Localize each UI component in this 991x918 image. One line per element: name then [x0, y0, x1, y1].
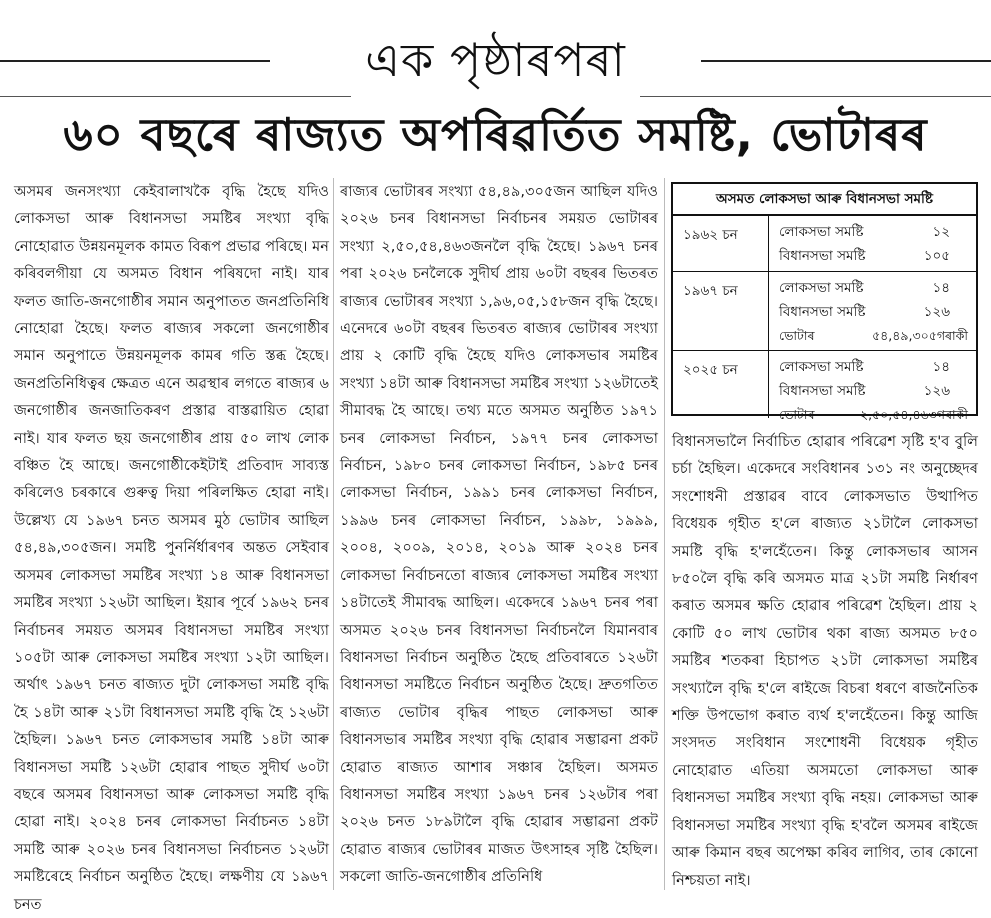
- stats-year: ১৯৬২ চন: [673, 216, 769, 271]
- stats-items: [769, 272, 976, 350]
- stats-line: [779, 300, 968, 324]
- column-2-text: ৰাজ্যৰ ভোটাৰৰ সংখ্যা ৫৪,৪৯,৩০৫জন আছিল যদিও ২০২৬ চনৰ বিধানসভা নিৰ্বাচনৰ সময়ত ভোটাৰৰ সংখ্যা ২,৫০,৫৪,৪৬৩জনলৈ বৃদ্ধি হৈছে। ১৯৬৭ চনৰ পৰা ২০২৬ চনলৈকে সুদীৰ্ঘ প্ৰায় ৬০টা বছৰৰ ভিতৰত ৰাজ্যৰ ভোটাৰৰ সংখ্যা ১,৯৬,০৫,১৫৮জন বৃদ্ধি হৈছে। এনেদৰে ৬০টা বছৰৰ ভিতৰত ৰাজ্যৰ ভোটাৰৰ সংখ্যা প্ৰায় ২ কোটি বৃদ্ধি হৈছে যদিও লোকসভাৰ সমষ্টিৰ সংখ্যা ১৪টা আৰু বিধানসভা সমষ্টিৰ সংখ্যা ১২৬টাতেই সীমাবদ্ধ হৈ আছে। তথ্য মতে অসমত অনুষ্ঠিত ১৯৭১ চনৰ লোকসভা নিৰ্বাচন, ১৯৭৭ চনৰ লোকসভা নিৰ্বাচন, ১৯৮০ চনৰ লোকসভা নিৰ্বাচন, ১৯৮৫ চনৰ লোকসভা নিৰ্বাচন, ১৯৯১ চনৰ লোকসভা নিৰ্বাচন, ১৯৯৬ চনৰ লোকসভা নিৰ্বাচন, ১৯৯৮, ১৯৯৯, ২০০৪, ২০০৯, ২০১৪, ২০১৯ আৰু ২০২৪ চনৰ লোকসভা নিৰ্বাচনতো ৰাজ্যৰ লোকসভা সমষ্টিৰ সংখ্যা ১৪টাতেই সীমাবদ্ধ আছিল। একেদৰে ১৯৬৭ চনৰ পৰা অসমত ২০২৬ চনৰ বিধানসভা নিৰ্বাচনলৈ যিমানবাৰ বিধানসভা নিৰ্বাচন অনুষ্ঠিত হৈছে প্ৰতিবাৰতে ১২৬টা বিধানসভা সমষ্টিতে নিৰ্বাচন অনুষ্ঠিত হৈছে। দ্ৰুতগতিত ৰাজ্যত ভোটাৰ বৃদ্ধিৰ পাছত লোকসভা আৰু বিধানসভাৰ সমষ্টিৰ সংখ্যা বৃদ্ধি হোৱাৰ সম্ভাৱনা প্ৰকট হোৱাত ৰাজ্যত আশাৰ সঞ্চাৰ হৈছিল। অসমত বিধানসভা সমষ্টিৰ সংখ্যা ১৯৬৭ চনৰ ১২৬টাৰ পৰা ২০২৬ চনত ১৮৯টালৈ বৃদ্ধি হোৱাৰ সম্ভাৱনা প্ৰকট হোৱাত ৰাজ্যৰ ভোটাৰৰ মাজত উৎসাহৰ সৃষ্টি হৈছিল। সকলো জাতি-জনগোষ্ঠীৰ প্ৰতিনিধি: [340, 183, 658, 886]
- section-header: [0, 28, 991, 100]
- stats-line: [779, 276, 968, 300]
- stats-label: বিধানসভা সমষ্টি: [779, 383, 866, 399]
- stats-line: [779, 220, 968, 244]
- stats-items: [769, 216, 976, 271]
- stats-items: [769, 351, 976, 422]
- stats-value: ১২৬: [923, 383, 950, 399]
- stats-year: ১৯৬৭ চন: [673, 272, 769, 350]
- stats-row: [673, 216, 976, 272]
- stats-value: ২,৫০,৫৪,৪৬৩গৰাকী: [859, 407, 968, 422]
- stats-box-title: অসমত লোকসভা আৰু বিধানসভা সমষ্টি: [673, 184, 976, 216]
- stats-label: বিধানসভা সমষ্টি: [779, 304, 866, 320]
- stats-line: [779, 379, 968, 403]
- column-1-text: অসমৰ জনসংখ্যা কেইবালাখকৈ বৃদ্ধি হৈছে যদিও লোকসভা আৰু বিধানসভা সমষ্টিৰ সংখ্যা বৃদ্ধি নোহোৱাত উন্নয়নমূলক কামত বিৰূপ প্ৰভাৱ পৰিছে। মন কৰিবলগীয়া যে অসমত বিধান পৰিষদো নাই। যাৰ ফলত জাতি-জনগোষ্ঠীৰ সমান অনুপাতত জনপ্ৰতিনিধি নোহোৱা হৈছে। ফলত ৰাজ্যৰ সকলো জনগোষ্ঠীৰ সমান অনুপাতে উন্নয়নমূলক কামৰ গতি স্তব্ধ হৈছে। জনপ্ৰতিনিধিত্বৰ ক্ষেত্ৰত এনে অৱস্থাৰ লগতে ৰাজ্যৰ ৬ জনগোষ্ঠীৰ জনজাতিকৰণ প্ৰস্তাৱ বাস্তৱায়িত হোৱা নাই। যাৰ ফলত ছয় জনগোষ্ঠীৰ প্ৰায় ৫০ লাখ লোক বঞ্চিত হৈ আছে। জনগোষ্ঠীকেইটাই প্ৰতিবাদ সাব্যস্ত কৰিলেও চৰকাৰে গুৰুত্ব দিয়া পৰিলক্ষিত হোৱা নাই। উল্লেখ্য যে ১৯৬৭ চনত অসমৰ মুঠ ভোটাৰ আছিল ৫৪,৪৯,৩০৫জন। সমষ্টি পুনৰ্নিৰ্ধাৰণৰ অন্তত সেইবাৰ অসমৰ লোকসভা সমষ্টিৰ সংখ্যা ১৪ আৰু বিধানসভা সমষ্টিৰ সংখ্যা ১২৬টা আছিল। ইয়াৰ পূৰ্বে ১৯৬২ চনৰ নিৰ্বাচনৰ সময়ত অসমৰ বিধানসভা সমষ্টিৰ সংখ্যা ১০৫টা আৰু লোকসভা সমষ্টিৰ সংখ্যা ১২টা আছিল। অৰ্থাৎ ১৯৬৭ চনত ৰাজ্যত দুটা লোকসভা সমষ্টি বৃদ্ধি হৈ ১৪টা আৰু ২১টা বিধানসভা সমষ্টি বৃদ্ধি হৈ ১২৬টা হৈছিল। ১৯৬৭ চনত লোকসভাৰ সমষ্টি ১৪টা আৰু বিধানসভা সমষ্টি ১২৬টা হোৱাৰ পাছত সুদীৰ্ঘ ৬০টা বছৰে অসমৰ বিধানসভা আৰু লোকসভা সমষ্টি বৃদ্ধি হোৱা নাই। ২০২৪ চনৰ লোকসভা নিৰ্বাচনত ১৪টা সমষ্টি আৰু ২০২৬ চনৰ বিধানসভা নিৰ্বাচনত ১২৬টা সমষ্টিৰেহে নিৰ্বাচন অনুষ্ঠিত হৈছে। লক্ষণীয় যে ১৯৬৭ চনত: [14, 183, 329, 913]
- column-3-text: বিধানসভালৈ নিৰ্বাচিত হোৱাৰ পৰিৱেশ সৃষ্টি হ'ব বুলি চৰ্চা হৈছিল। একেদৰে সংবিধানৰ ১৩১ নং অনুচ্ছেদৰ সংশোধনী প্ৰস্তাৱৰ বাবে লোকসভাত উত্থাপিত বিধেয়ক গৃহীত হ'লে ৰাজ্যত ২১টালৈ লোকসভা সমষ্টি বৃদ্ধি হ'লহেঁতেন। কিন্তু লোকসভাৰ আসন ৮৫০লৈ বৃদ্ধি কৰি অসমত মাত্ৰ ২১টা সমষ্টি নিৰ্ধাৰণ কৰাত অসমৰ ক্ষতি হোৱাৰ পৰিৱেশ হৈছিল। প্ৰায় ২ কোটি ৫০ লাখ ভোটাৰ থকা ৰাজ্য অসমত ৮৫০ সমষ্টিৰ শতকৰা হিচাপত ২১টা লোকসভা সমষ্টিৰ সংখ্যালৈ বৃদ্ধি হ'লে ৰাইজে বিচৰা ধৰণে ৰাজনৈতিক শক্তি উপভোগ কৰাত ব্যৰ্থ হ'লহেঁতেন। কিন্তু আজি সংসদত সংবিধান সংশোধনী বিধেয়ক গৃহীত নোহোৱাত এতিয়া অসমতো লোকসভা আৰু বিধানসভা সমষ্টিৰ সংখ্যা বৃদ্ধি নহয়। লোকসভা আৰু বিধানসভা সমষ্টিৰ সংখ্যা বৃদ্ধি হ'বলৈ অসমৰ ৰাইজে আৰু কিমান বছৰ অপেক্ষা কৰিব লাগিব, তাৰ কোনো নিশ্চয়তা নাই।: [672, 433, 978, 889]
- section-title: এক পৃষ্ঠাৰপৰা: [351, 26, 640, 102]
- stats-value: ১০৫: [923, 248, 950, 264]
- article-column-1: [14, 178, 329, 913]
- stats-label: বিধানসভা সমষ্টি: [779, 248, 866, 264]
- stats-line: [779, 324, 968, 348]
- stats-line: [779, 403, 968, 427]
- stats-row: [673, 272, 976, 351]
- stats-label: ভোটাৰ: [779, 328, 815, 343]
- header-rule-left: [0, 60, 270, 62]
- stats-label: লোকসভা সমষ্টি: [779, 359, 864, 375]
- header-rule-right: [701, 60, 991, 62]
- stats-year: ২০২৫ চন: [673, 351, 769, 418]
- stats-value: ১২: [932, 224, 950, 240]
- stats-label: লোকসভা সমষ্টি: [779, 280, 864, 296]
- column-divider: [664, 178, 665, 890]
- stats-label: লোকসভা সমষ্টি: [779, 224, 864, 240]
- article-column-3: [672, 428, 978, 890]
- article-headline: ৬০ বছৰে ৰাজ্যত অপৰিৱৰ্তিত সমষ্টি, ভোটাৰৰ: [63, 108, 928, 161]
- stats-value: ৫৪,৪৯,৩০৫গৰাকী: [872, 328, 968, 343]
- stats-line: [779, 355, 968, 379]
- column-divider: [333, 178, 334, 890]
- stats-value: ১২৬: [923, 304, 950, 320]
- constituency-stats-box: [671, 182, 978, 422]
- stats-label: ভোটাৰ: [779, 407, 815, 422]
- article-column-2: [340, 178, 658, 890]
- stats-value: ১৪: [932, 280, 950, 296]
- stats-line: [779, 244, 968, 268]
- stats-row: [673, 351, 976, 422]
- stats-value: ১৪: [932, 359, 950, 375]
